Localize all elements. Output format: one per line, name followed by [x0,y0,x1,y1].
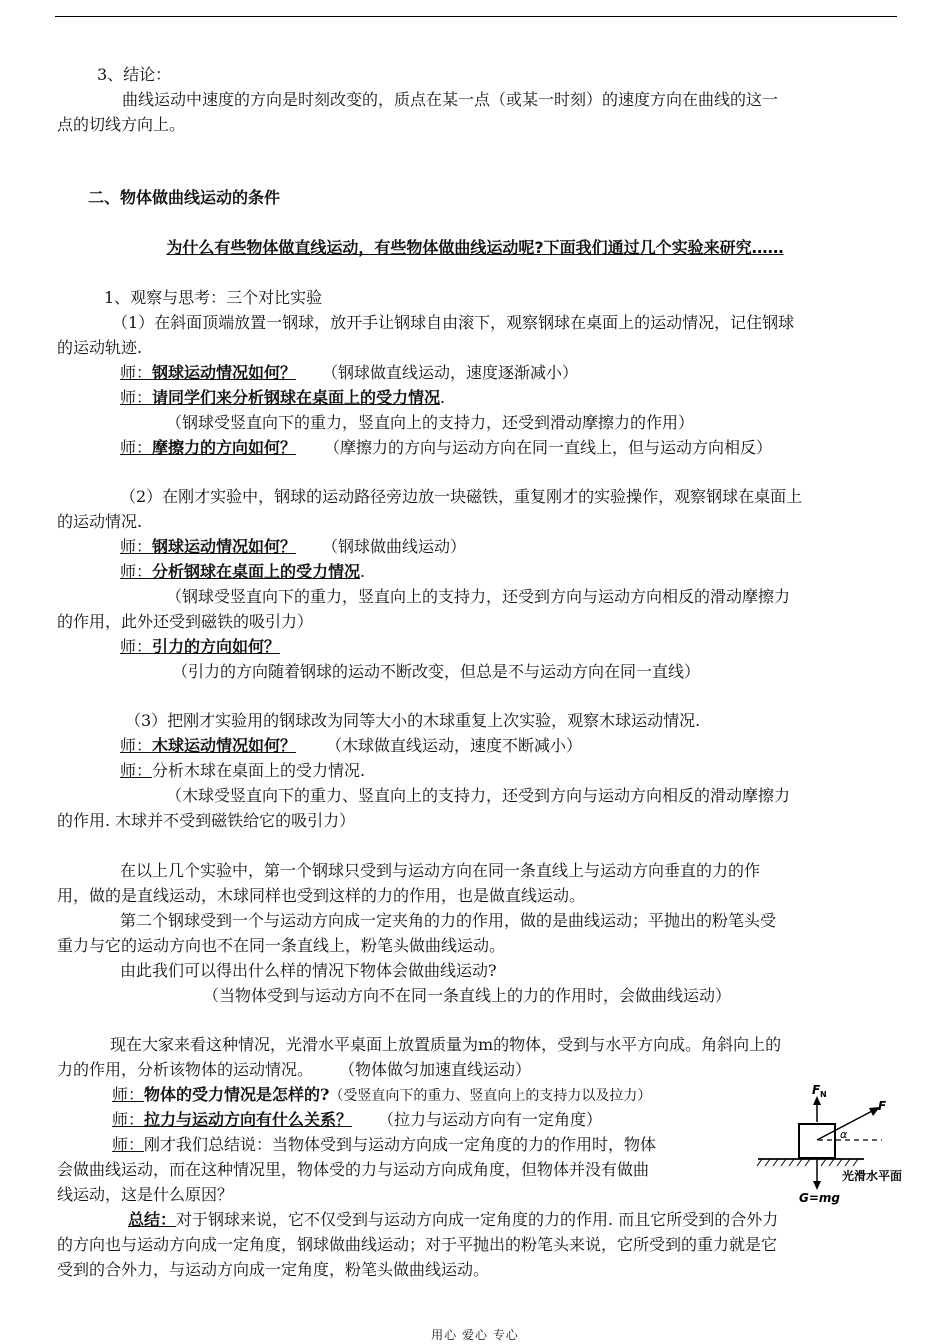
teacher-label: 师： [120,438,153,457]
exp2-question-1 [120,536,466,558]
question-text: 引力的方向如何？ [152,637,281,656]
pull-force-label: F [878,1099,887,1113]
question-text: 钢球运动情况如何？ [152,363,297,382]
conclusion-heading: 3、结论： [97,65,172,84]
exp3-answer-2-line-1: （木球受竖直向下的重力、竖直向上的支持力，还受到方向与运动方向相反的滑动摩擦力 [166,786,791,805]
exp1-question-3 [120,437,772,459]
header-rule [55,16,897,17]
teacher-label: 师： [120,637,153,656]
case-question-3-line-1 [112,1134,656,1156]
case-question-3-line-3: 线运动，这是什么原因？ [57,1185,234,1204]
conclusion-line-2: 的方向也与运动方向成一定角度，钢球做曲线运动；对于平抛出的粉笔头来说，它所受到的重力就是它 [57,1235,778,1254]
exp1-question-1 [120,362,578,384]
teacher-label: 师： [120,388,153,407]
summary-line-2: 用，做的是直线运动，木球同样也受到这样的力的作用，也是做直线运动。 [57,886,586,905]
answer-text: （木球做直线运动，速度不断减小） [326,736,583,755]
exp1-line-2: 的运动轨迹. [57,338,143,357]
surface-hatching [757,1159,858,1166]
exp2-line-1: （2）在刚才实验中，钢球的运动路径旁边放一块磁铁，重复刚才的实验操作，观察钢球在桌面上 [120,487,803,506]
page-footer: 用心 爱心 专心 [431,1328,519,1342]
case-line-2 [57,1059,531,1081]
case-question-3-line-2: 会做曲线运动，而在这种情况里，物体受的力与运动方向成角度，但物体并没有做曲 [57,1160,650,1179]
teacher-label: 师： [120,537,153,556]
teacher-label: 师： [112,1135,145,1154]
exp3-line-1: （3）把刚才实验用的钢球改为同等大小的木球重复上次实验，观察木球运动情况. [125,711,701,730]
gravity-label: G=mg [799,1191,840,1205]
conclusion-line-1: 曲线运动中速度的方向是时刻改变的，质点在某一点（或某一时刻）的速度方向在曲线的这一 [122,90,779,109]
exp3-question-2 [120,760,365,782]
exp2-answer-3: （引力的方向随着钢球的运动不断改变，但总是不与运动方向在同一直线） [172,662,701,681]
normal-force-label: F [812,1083,821,1097]
teacher-label: 师： [112,1110,145,1129]
exp2-line-2: 的运动情况. [57,512,143,531]
block [799,1124,835,1158]
case-line-2-answer: （物体做匀加速直线运动） [339,1060,532,1079]
conclusion-line-2: 点的切线方向上。 [57,115,186,134]
exp2-answer-2-line-2: 的作用，此外还受到磁铁的吸引力） [57,612,314,631]
teacher-label: 师： [120,363,153,382]
exp2-answer-2-line-1: （钢球受竖直向下的重力，竖直向上的支持力，还受到方向与运动方向相反的滑动摩擦力 [166,587,791,606]
question-text: 钢球运动情况如何？ [152,537,297,556]
case-question-2 [112,1109,602,1131]
question-text: 分析钢球在桌面上的受力情况 [152,562,361,581]
question-tail: . [360,562,366,581]
conclusion-line-1 [128,1209,778,1231]
exp1-answer-2: （钢球受竖直向下的重力，竖直向上的支持力，还受到滑动摩擦力的作用） [166,413,695,432]
question-tail: . [440,388,446,407]
case-question-1 [112,1084,651,1107]
question-text: 拉力与运动方向有什么关系？ [144,1110,353,1129]
question-text: 摩擦力的方向如何？ [152,438,297,457]
normal-force-subscript: N [820,1090,827,1099]
section-title: 二、物体做曲线运动的条件 [88,188,281,207]
summary-line-6: （当物体受到与运动方向不在同一条直线上的力的作用时，会做曲线运动） [203,986,732,1005]
teacher-label: 师： [120,761,153,780]
angle-label: α [840,1128,848,1141]
answer-text: （拉力与运动方向有一定角度） [378,1110,603,1129]
answer-text: （钢球做直线运动，速度逐渐减小） [322,363,579,382]
conclusion-label: 总结： [128,1210,177,1229]
teacher-label: 师： [120,736,153,755]
exp2-question-2 [120,561,365,583]
observe-heading: 1、观察与思考：三个对比实验 [104,288,323,307]
answer-text: （摩擦力的方向与运动方向在同一直线上，但与运动方向相反） [324,438,773,457]
question-text: 请同学们来分析钢球在桌面上的受力情况 [152,388,441,407]
case-line-1: 现在大家来看这种情况，光滑水平桌面上放置质量为m的物体，受到与水平方向成。角斜向上的 [110,1035,782,1054]
section-question: 为什么有些物体做直线运动，有些物体做曲线运动呢?下面我们通过几个实验来研究…… [166,238,784,257]
surface-label: 光滑水平面 [842,1169,903,1183]
exp2-question-3 [120,636,280,658]
conclusion-text: 对于钢球来说，它不仅受到与运动方向成一定角度的力的作用. 而且它所受到的合外力 [176,1210,779,1229]
exp3-answer-2-line-2: 的作用. 木球并不受到磁铁给它的吸引力） [57,811,356,830]
gravity-arrowhead [813,1181,821,1190]
summary-line-3: 第二个钢球受到一个与运动方向成一定夹角的力的作用，做的是曲线运动；平抛出的粉笔头受 [120,911,777,930]
conclusion-line-3: 受到的合外力，与运动方向成一定角度，粉笔头做曲线运动。 [57,1260,490,1279]
question-text: 分析木球在桌面上的受力情况. [152,761,366,780]
answer-text: （受竖直向下的重力、竖直向上的支持力以及拉力） [329,1088,652,1104]
summary-line-1: 在以上几个实验中，第一个钢球只受到与运动方向在同一条直线上与运动方向垂直的力的作 [120,861,761,880]
exp1-question-2 [120,387,445,409]
answer-text: （钢球做曲线运动） [322,537,467,556]
exp1-line-1: （1）在斜面顶端放置一钢球，放开手让钢球自由滚下，观察钢球在桌面上的运动情况，记住钢球 [112,313,795,332]
question-text: 木球运动情况如何？ [152,736,297,755]
exp3-question-1 [120,735,582,757]
question-text: 物体的受力情况是怎样的? [144,1085,330,1104]
teacher-label: 师： [120,562,153,581]
question-text: 刚才我们总结说：当物体受到与运动方向成一定角度的力的作用时，物体 [144,1135,657,1154]
teacher-label: 师： [112,1085,145,1104]
force-diagram [752,1080,912,1205]
summary-line-5: 由此我们可以得出什么样的情况下物体会做曲线运动? [120,961,497,980]
summary-line-4: 重力与它的运动方向也不在同一条直线上，粉笔头做曲线运动。 [57,936,506,955]
case-line-2-text: 力的作用，分析该物体的运动情况。 [57,1060,314,1079]
